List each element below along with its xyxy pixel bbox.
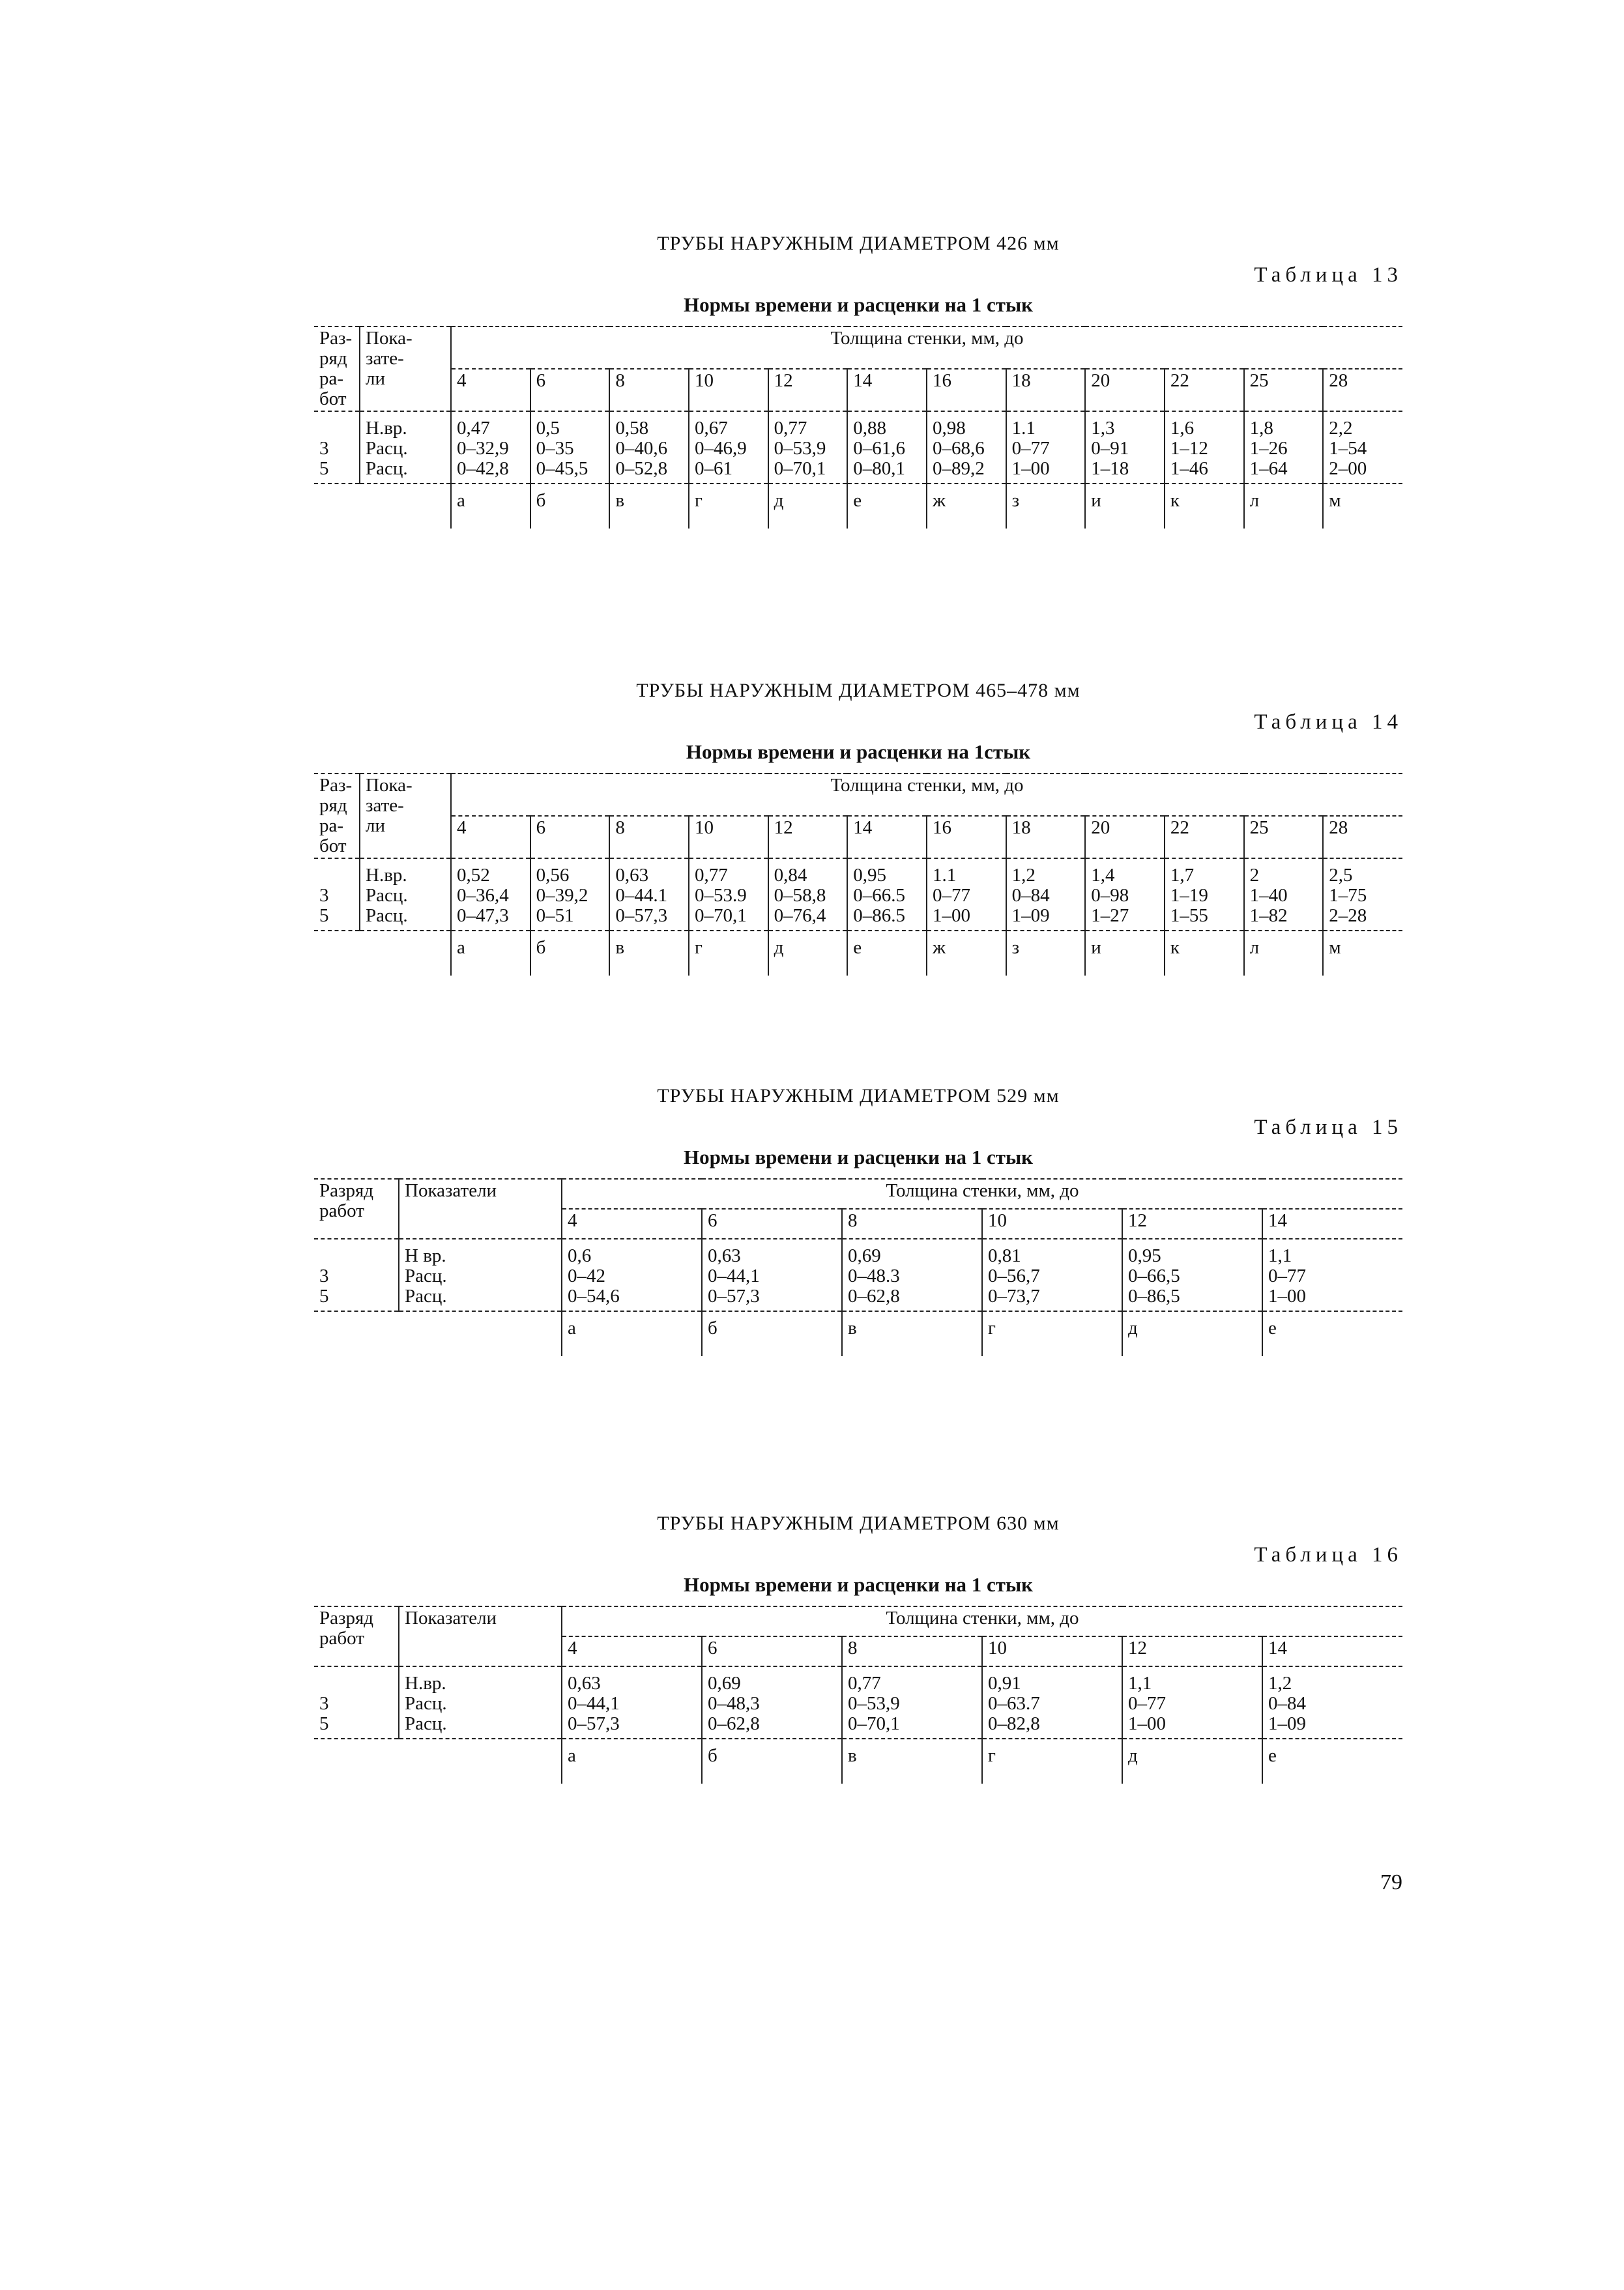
thickness-cell: 16 [927,369,1006,411]
values-row [314,858,1402,931]
thickness-caption: Толщина стенки, мм, до [562,1606,1402,1636]
thickness-cell: 25 [1244,369,1324,411]
column-letter: б [702,1739,842,1784]
thickness-cell: 4 [562,1209,702,1239]
value-cell: 0,58 0–40,6 0–52,8 [609,411,689,484]
value-cell: 1,4 0–98 1–27 [1085,858,1165,931]
value-cell: 0,63 0–44,1 0–57,3 [702,1239,842,1311]
table-number: Таблица 15 [1254,1116,1402,1139]
value-cell: 0,63 0–44,1 0–57,3 [562,1666,702,1739]
table-caption [314,1110,1402,1178]
value-cell: 0,67 0–46,9 0–61 [689,411,768,484]
value-cell: 0,6 0–42 0–54,6 [562,1239,702,1311]
column-letter: г [689,484,768,529]
table-caption [314,1538,1402,1606]
grade-header: Раз- ряд ра- бот [314,774,360,858]
thickness-cell: 4 [451,816,530,858]
column-letter: б [530,931,610,976]
value-cell: 0,52 0–36,4 0–47,3 [451,858,530,931]
value-cell: 0,77 0–53,9 0–70,1 [768,411,848,484]
value-cell: 2 1–40 1–82 [1244,858,1324,931]
grade-cell: 3 5 [314,411,360,484]
column-letter: а [451,931,530,976]
thickness-cell: 4 [451,369,530,411]
indicator-header: Пока- зате- ли [360,774,451,858]
column-letter: ж [927,484,1006,529]
value-cell: 0,56 0–39,2 0–51 [530,858,610,931]
thickness-cell: 12 [1122,1636,1262,1666]
column-letter: д [768,484,848,529]
indicator-header: Пока- зате- ли [360,326,451,411]
values-row [314,1666,1402,1739]
section-heading: ТРУБЫ НАРУЖНЫМ ДИАМЕТРОМ 465–478 мм [636,680,1080,701]
thickness-cell: 22 [1165,369,1244,411]
indicator-cell: Н вр. Расц. Расц. [399,1239,562,1311]
thickness-cell: 8 [842,1636,982,1666]
thickness-cell: 12 [768,816,848,858]
indicator-cell: Н.вр. Расц. Расц. [360,411,451,484]
column-letter: к [1165,931,1244,976]
indicator-header: Показатели [399,1606,562,1666]
column-letter: л [1244,484,1324,529]
thickness-cell: 18 [1006,369,1086,411]
value-cell: 1,1 0–77 1–00 [1262,1239,1402,1311]
value-cell: 0,47 0–32,9 0–42,8 [451,411,530,484]
grade-cell: 3 5 [314,1666,399,1739]
thickness-cell: 8 [609,369,689,411]
column-letter: е [847,484,927,529]
table-caption [314,705,1402,773]
thickness-cell: 25 [1244,816,1324,858]
indicator-cell: Н.вр. Расц. Расц. [360,858,451,931]
column-letter: з [1006,484,1086,529]
column-letter: д [1122,1739,1262,1784]
value-cell: 2,2 1–54 2–00 [1323,411,1402,484]
norms-table [314,326,1402,529]
value-cell: 1,8 1–26 1–64 [1244,411,1324,484]
column-letter: е [847,931,927,976]
thickness-cell: 14 [847,369,927,411]
column-letter: б [530,484,610,529]
thickness-cell: 12 [768,369,848,411]
thickness-cell: 6 [530,816,610,858]
value-cell: 0,69 0–48.3 0–62,8 [842,1239,982,1311]
thickness-cell: 6 [702,1209,842,1239]
column-letter: в [609,931,689,976]
header-row [314,774,1402,816]
section-table-13 [314,229,1402,529]
value-cell: 0,88 0–61,6 0–80,1 [847,411,927,484]
thickness-cell: 10 [689,816,768,858]
column-letter: г [689,931,768,976]
value-cell: 1.1 0–77 1–00 [1006,411,1086,484]
value-cell: 1,3 0–91 1–18 [1085,411,1165,484]
grade-header: Раз- ряд ра- бот [314,326,360,411]
table-subtitle: Нормы времени и расценки на 1стык [686,740,1031,763]
column-letter: в [842,1739,982,1784]
column-letter: д [768,931,848,976]
section-heading: ТРУБЫ НАРУЖНЫМ ДИАМЕТРОМ 426 мм [657,233,1060,254]
norms-table [314,1606,1402,1784]
table-subtitle: Нормы времени и расценки на 1 стык [683,1573,1034,1596]
value-cell: 0,77 0–53.9 0–70,1 [689,858,768,931]
thickness-cell: 14 [1262,1209,1402,1239]
value-cell: 1,7 1–19 1–55 [1165,858,1244,931]
letters-row [314,1739,1402,1784]
column-letter: л [1244,931,1324,976]
value-cell: 0,95 0–66,5 0–86,5 [1122,1239,1262,1311]
thickness-cell: 10 [689,369,768,411]
column-letter: з [1006,931,1086,976]
thickness-cell: 28 [1323,369,1402,411]
value-cell: 1,2 0–84 1–09 [1006,858,1086,931]
value-cell: 0,77 0–53,9 0–70,1 [842,1666,982,1739]
value-cell: 0,91 0–63.7 0–82,8 [982,1666,1122,1739]
thickness-cell: 8 [609,816,689,858]
indicator-header: Показатели [399,1179,562,1239]
column-letter: г [982,1311,1122,1356]
letters-row [314,1311,1402,1356]
indicator-cell: Н.вр. Расц. Расц. [399,1666,562,1739]
column-letter: а [451,484,530,529]
value-cell: 1.1 0–77 1–00 [927,858,1006,931]
letters-row [314,931,1402,976]
thickness-row [314,369,1402,411]
column-letter: а [562,1311,702,1356]
thickness-row [314,816,1402,858]
section-table-16 [314,1509,1402,1784]
thickness-cell: 10 [982,1636,1122,1666]
thickness-cell: 16 [927,816,1006,858]
value-cell: 0,63 0–44.1 0–57,3 [609,858,689,931]
thickness-cell: 6 [530,369,610,411]
column-letter: г [982,1739,1122,1784]
column-letter: м [1323,484,1402,529]
value-cell: 0,84 0–58,8 0–76,4 [768,858,848,931]
letters-row [314,484,1402,529]
column-letter: е [1262,1311,1402,1356]
column-letter: а [562,1739,702,1784]
column-letter: е [1262,1739,1402,1784]
column-letter: б [702,1311,842,1356]
grade-cell: 3 5 [314,858,360,931]
value-cell: 0,69 0–48,3 0–62,8 [702,1666,842,1739]
table-number: Таблица 16 [1254,1543,1402,1567]
column-letter: и [1085,484,1165,529]
thickness-cell: 18 [1006,816,1086,858]
thickness-caption: Толщина стенки, мм, до [562,1179,1402,1209]
thickness-cell: 20 [1085,816,1165,858]
column-letter: м [1323,931,1402,976]
thickness-cell: 4 [562,1636,702,1666]
thickness-caption: Толщина стенки, мм, до [451,774,1402,816]
values-row [314,1239,1402,1311]
grade-cell: 3 5 [314,1239,399,1311]
norms-table [314,1178,1402,1356]
column-letter: к [1165,484,1244,529]
values-row [314,411,1402,484]
header-row [314,1179,1402,1209]
thickness-cell: 8 [842,1209,982,1239]
table-subtitle: Нормы времени и расценки на 1 стык [683,293,1034,316]
value-cell: 2,5 1–75 2–28 [1323,858,1402,931]
column-letter: д [1122,1311,1262,1356]
thickness-cell: 28 [1323,816,1402,858]
table-caption [314,258,1402,326]
norms-table [314,773,1402,976]
section-heading: ТРУБЫ НАРУЖНЫМ ДИАМЕТРОМ 630 мм [657,1513,1060,1534]
thickness-cell: 10 [982,1209,1122,1239]
column-letter: в [842,1311,982,1356]
section-table-14 [314,676,1402,976]
value-cell: 1,2 0–84 1–09 [1262,1666,1402,1739]
page-number: 79 [1380,1870,1402,1894]
grade-header: Разряд работ [314,1606,399,1666]
value-cell: 1,1 0–77 1–00 [1122,1666,1262,1739]
table-number: Таблица 13 [1254,263,1402,287]
table-number: Таблица 14 [1254,710,1402,734]
header-row [314,1606,1402,1636]
thickness-cell: 6 [702,1636,842,1666]
column-letter: в [609,484,689,529]
value-cell: 0,5 0–35 0–45,5 [530,411,610,484]
header-row [314,326,1402,369]
table-subtitle: Нормы времени и расценки на 1 стык [683,1146,1034,1168]
value-cell: 0,81 0–56,7 0–73,7 [982,1239,1122,1311]
thickness-cell: 14 [1262,1636,1402,1666]
section-table-15 [314,1082,1402,1356]
column-letter: ж [927,931,1006,976]
column-letter: и [1085,931,1165,976]
thickness-cell: 12 [1122,1209,1262,1239]
value-cell: 0,95 0–66.5 0–86.5 [847,858,927,931]
thickness-caption: Толщина стенки, мм, до [451,326,1402,369]
value-cell: 1,6 1–12 1–46 [1165,411,1244,484]
thickness-cell: 14 [847,816,927,858]
thickness-cell: 20 [1085,369,1165,411]
thickness-cell: 22 [1165,816,1244,858]
value-cell: 0,98 0–68,6 0–89,2 [927,411,1006,484]
grade-header: Разряд работ [314,1179,399,1239]
section-heading: ТРУБЫ НАРУЖНЫМ ДИАМЕТРОМ 529 мм [657,1085,1060,1107]
